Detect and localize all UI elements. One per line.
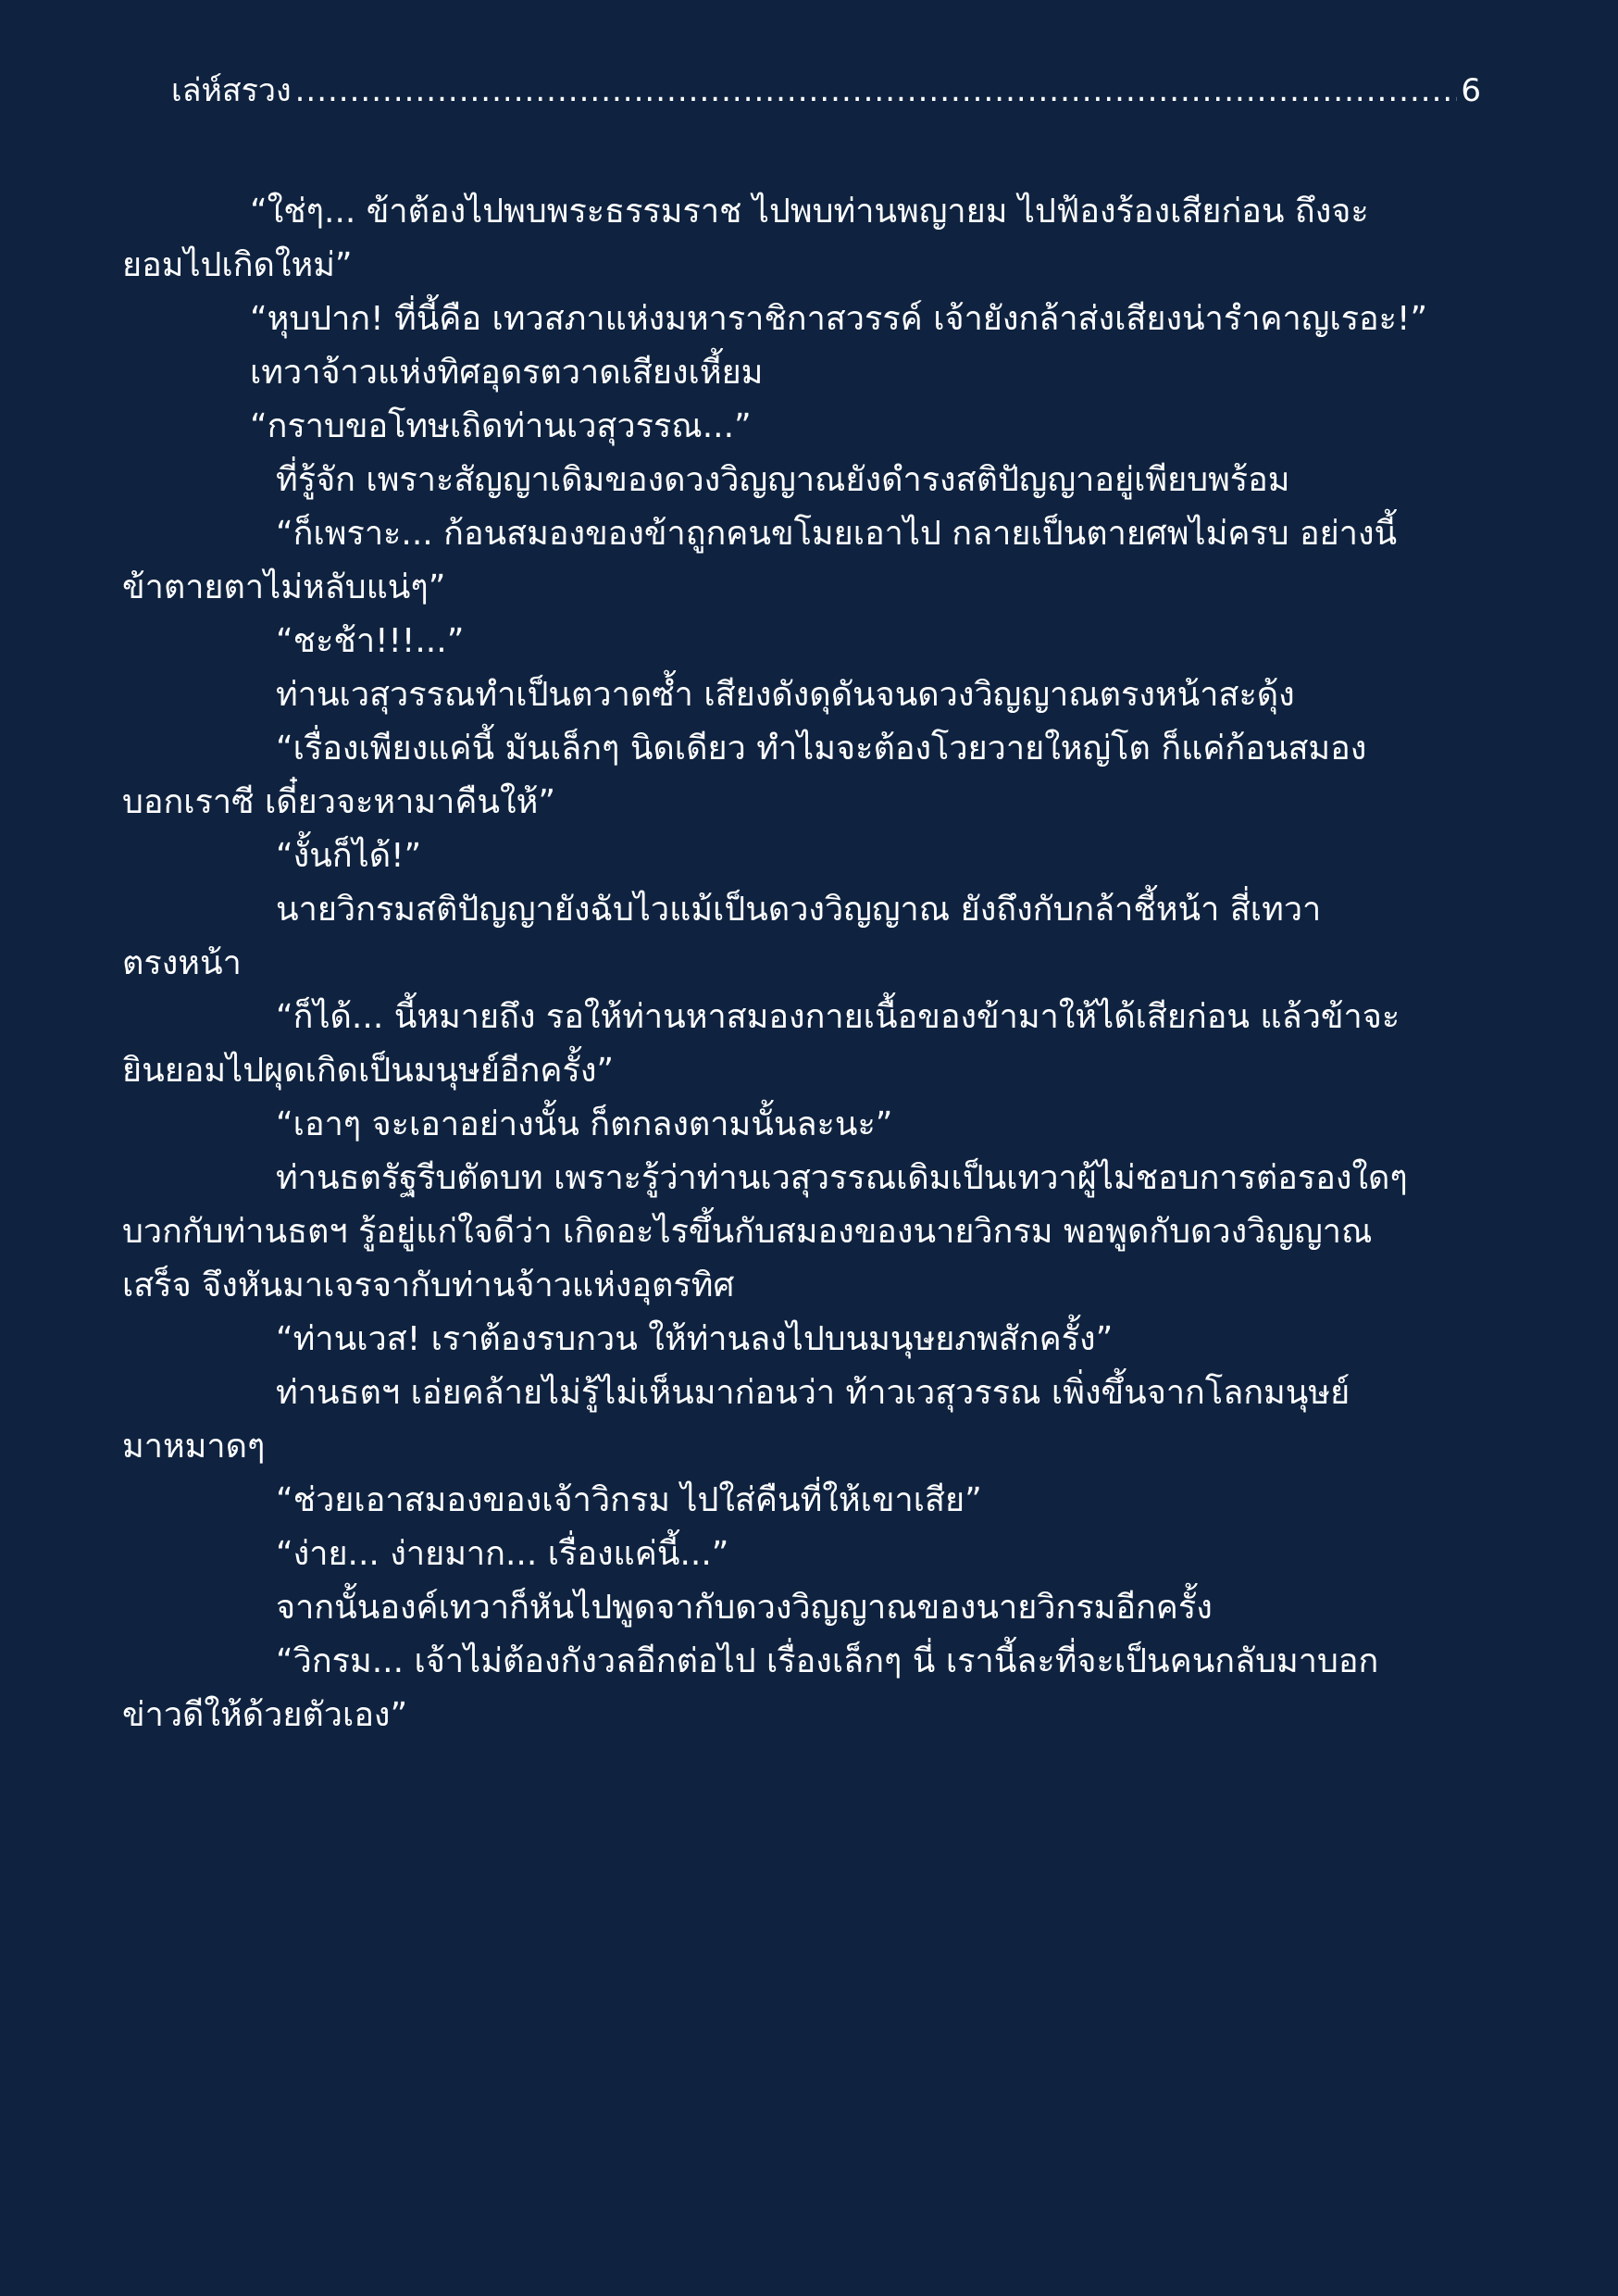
text-line: “ก็ได้... นี้หมายถึง รอให้ท่านหาสมองกายเนื้อของข้ามาให้ได้เสียก่อน แล้วข้าจะ [276, 998, 1400, 1036]
text-line: “วิกรม... เจ้าไม่ต้องกังวลอีกต่อไป เรื่องเล็กๆ นี่ เรานี้ละที่จะเป็นคนกลับมาบอก [276, 1642, 1379, 1680]
text-line: “ช่วยเอาสมองของเจ้าวิกรม ไปใส่คืนที่ให้เขาเสีย” [276, 1481, 982, 1519]
text-line: ท่านธตฯ เอ่ยคล้ายไม่รู้ไม่เห็นมาก่อนว่า ท้าวเวสุวรรณ เพิ่งขึ้นจากโลกมนุษย์ [276, 1374, 1350, 1412]
body-text [122, 185, 1492, 1742]
text-line: ยอมไปเกิดใหม่” [122, 246, 353, 284]
page-number: 6 [1461, 72, 1481, 109]
text-line: “กราบขอโทษเถิดท่านเวสุวรรณ...” [250, 407, 752, 445]
text-line: “งั้นก็ได้!” [276, 837, 422, 875]
header-leader-dots [295, 63, 1458, 119]
text-line: “ท่านเวส! เราต้องรบกวน ให้ท่านลงไปบนมนุษยภพสักครั้ง” [276, 1320, 1114, 1358]
text-line: ข่าวดีให้ด้วยตัวเอง” [122, 1696, 408, 1734]
text-line: “ชะช้า!!!...” [276, 622, 465, 660]
text-line: “ใช่ๆ... ข้าต้องไปพบพระธรรมราช ไปพบท่านพญายม ไปฟ้องร้องเสียก่อน ถึงจะ [250, 193, 1369, 231]
text-line: “ก็เพราะ... ก้อนสมองของข้าถูกคนขโมยเอาไป กลายเป็นตายศพไม่ครบ อย่างนี้ [276, 515, 1398, 553]
text-line: “หุบปาก! ที่นี้คือ เทวสภาแห่งมหาราชิกาสวรรค์ เจ้ายังกล้าส่งเสียงน่ารำคาญเรอะ!” [250, 300, 1428, 338]
running-header [171, 63, 1481, 119]
text-line: ท่านเวสุวรรณทำเป็นตวาดซ้ำ เสียงดังดุดันจนดวงวิญญาณตรงหน้าสะดุ้ง [276, 676, 1295, 714]
text-line: ข้าตายตาไม่หลับแน่ๆ” [122, 568, 446, 606]
text-line: จากนั้นองค์เทวาก็หันไปพูดจากับดวงวิญญาณของนายวิกรมอีกครั้ง [276, 1589, 1213, 1627]
text-line: มาหมาดๆ [122, 1428, 266, 1466]
text-line: เสร็จ จึงหันมาเจรจากับท่านจ้าวแห่งอุตรทิศ [122, 1267, 735, 1304]
text-line: บวกกับท่านธตฯ รู้อยู่แก่ใจดีว่า เกิดอะไรขึ้นกับสมองของนายวิกรม พอพูดกับดวงวิญญาณ [122, 1213, 1373, 1251]
text-line: “เอาๆ จะเอาอย่างนั้น ก็ตกลงตามนั้นละนะ” [276, 1105, 893, 1143]
text-line: นายวิกรมสติปัญญายังฉับไวแม้เป็นดวงวิญญาณ ยังถึงกับกล้าชี้หน้า สี่เทวา [276, 891, 1322, 929]
header-title: เล่ห์สรวง [171, 72, 292, 109]
text-line: ยินยอมไปผุดเกิดเป็นมนุษย์อีกครั้ง” [122, 1052, 615, 1090]
text-line: “ง่าย... ง่ายมาก... เรื่องแค่นี้...” [276, 1535, 729, 1573]
text-line: บอกเราซี เดี๋ยวจะหามาคืนให้” [122, 783, 555, 821]
text-line: ท่านธตรัฐรีบตัดบท เพราะรู้ว่าท่านเวสุวรรณเดิมเป็นเทวาผู้ไม่ชอบการต่อรองใดๆ [276, 1159, 1408, 1197]
text-line: “เรื่องเพียงแค่นี้ มันเล็กๆ นิดเดียว ทำไมจะต้องโวยวายใหญ่โต ก็แค่ก้อนสมอง [276, 730, 1367, 767]
text-line: เทวาจ้าวแห่งทิศอุดรตวาดเสียงเหี้ยม [250, 354, 764, 392]
text-line: ตรงหน้า [122, 944, 242, 982]
text-line: ที่รู้จัก เพราะสัญญาเดิมของดวงวิญญาณยังดำรงสติปัญญาอยู่เพียบพร้อม [276, 461, 1290, 499]
